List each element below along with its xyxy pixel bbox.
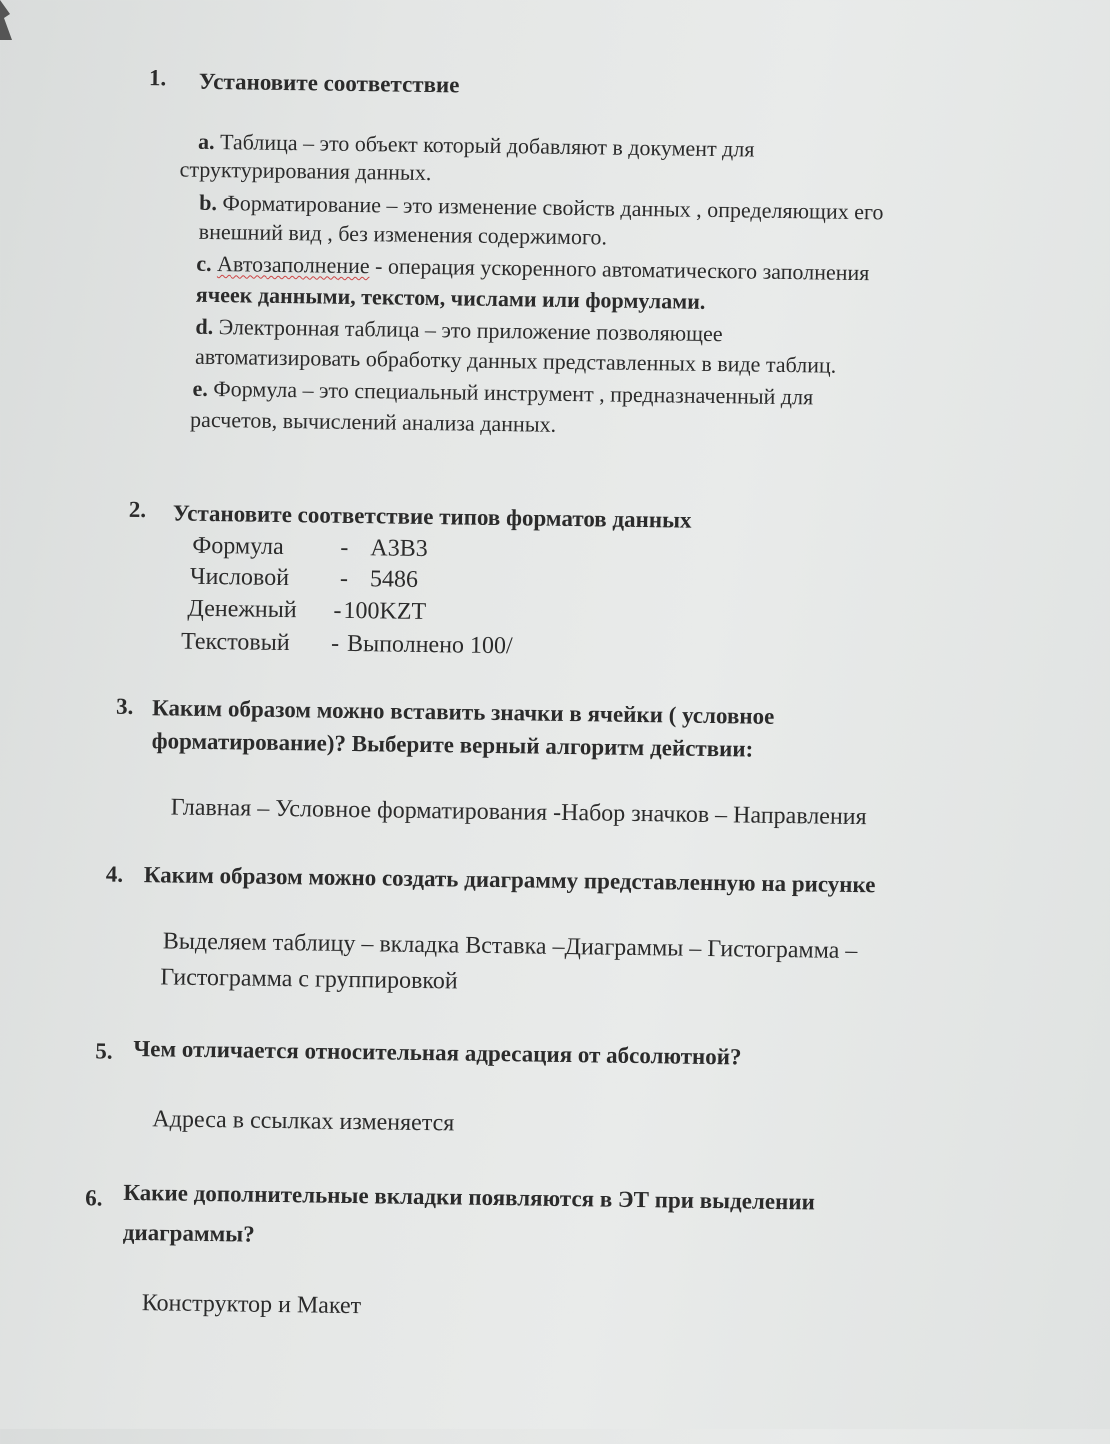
format-type: Формула: [192, 532, 284, 561]
format-separator: -: [339, 565, 349, 592]
format-separator: -: [333, 597, 342, 624]
format-value: 100KZT: [343, 597, 427, 626]
item-text-line1: Форматирование – это изменение свойств данных , определяющих его: [222, 190, 884, 225]
item-marker: a.: [197, 128, 215, 155]
question-number: 2.: [128, 496, 147, 523]
format-separator: -: [330, 630, 340, 657]
item-text-line2: внешний вид , без изменения содержимого.: [198, 218, 608, 250]
answer-text-line1: Выделяем таблицу – вкладка Вставка –Диаграммы – Гистограмма –: [162, 928, 858, 965]
item-text-line1: Таблица – это объект который добавляют в документ для: [219, 129, 755, 162]
item-text-line2: расчетов, вычислений анализа данных.: [189, 406, 557, 437]
format-type: Числовой: [189, 563, 290, 592]
answer-text-line2: Гистограмма с группировкой: [160, 964, 458, 995]
answer-text: Адреса в ссылках изменяется: [152, 1106, 455, 1137]
item-text-line1: Формула – это специальный инструмент , предназначенный для: [213, 376, 814, 410]
question-number: 3.: [115, 693, 134, 719]
question-number: 1.: [148, 65, 167, 91]
format-separator: -: [340, 534, 349, 561]
item-text-line1: Электронная таблица – это приложение позволяющее: [218, 314, 723, 347]
question-title-line1: Какие дополнительные вкладки появляются в ЭТ при выделении: [123, 1179, 815, 1215]
question-title: Каким образом можно создать диаграмму представленную на рисунке: [143, 862, 876, 898]
question-title: Установите соответствие: [198, 68, 460, 98]
format-type: Денежный: [187, 595, 297, 624]
item-marker: c.: [196, 250, 212, 276]
question-title-line1: Каким образом можно вставить значки в ячейки ( условное: [151, 695, 775, 729]
item-text-line2: автоматизировать обработку данных представленных в виде таблиц.: [194, 343, 837, 378]
item-text-line1: - операция ускоренного автоматического заполнения: [369, 253, 870, 286]
format-value: 5486: [369, 566, 419, 593]
item-term: Автозаполнение: [216, 251, 370, 279]
question-number: 4.: [105, 861, 124, 887]
item-marker: d.: [195, 313, 214, 340]
item-marker: b.: [199, 189, 218, 216]
answer-text: Главная – Условное форматирования -Набор значков – Направления: [170, 794, 867, 831]
item-marker: e.: [192, 375, 209, 401]
format-type: Текстовый: [180, 628, 290, 657]
question-1: [0, 0, 1110, 437]
format-value: Выполнено 100/: [346, 630, 513, 660]
question-number: 6.: [85, 1185, 103, 1211]
question-title: Чем отличается относительная адресация от абсолютной?: [133, 1035, 742, 1070]
format-value: A3B3: [370, 535, 428, 563]
question-title-line2: диаграммы?: [122, 1219, 255, 1247]
answer-text: Конструктор и Макет: [141, 1290, 362, 1320]
item-text-line2: структурирования данных.: [179, 156, 432, 186]
item-text-line2: ячеек данными, текстом, числами или формулами.: [195, 281, 706, 314]
question-title: Установите соответствие типов форматов данных: [172, 500, 692, 533]
question-number: 5.: [95, 1038, 113, 1064]
question-title-line2: форматирование)? Выберите верный алгоритм действии:: [151, 728, 754, 762]
